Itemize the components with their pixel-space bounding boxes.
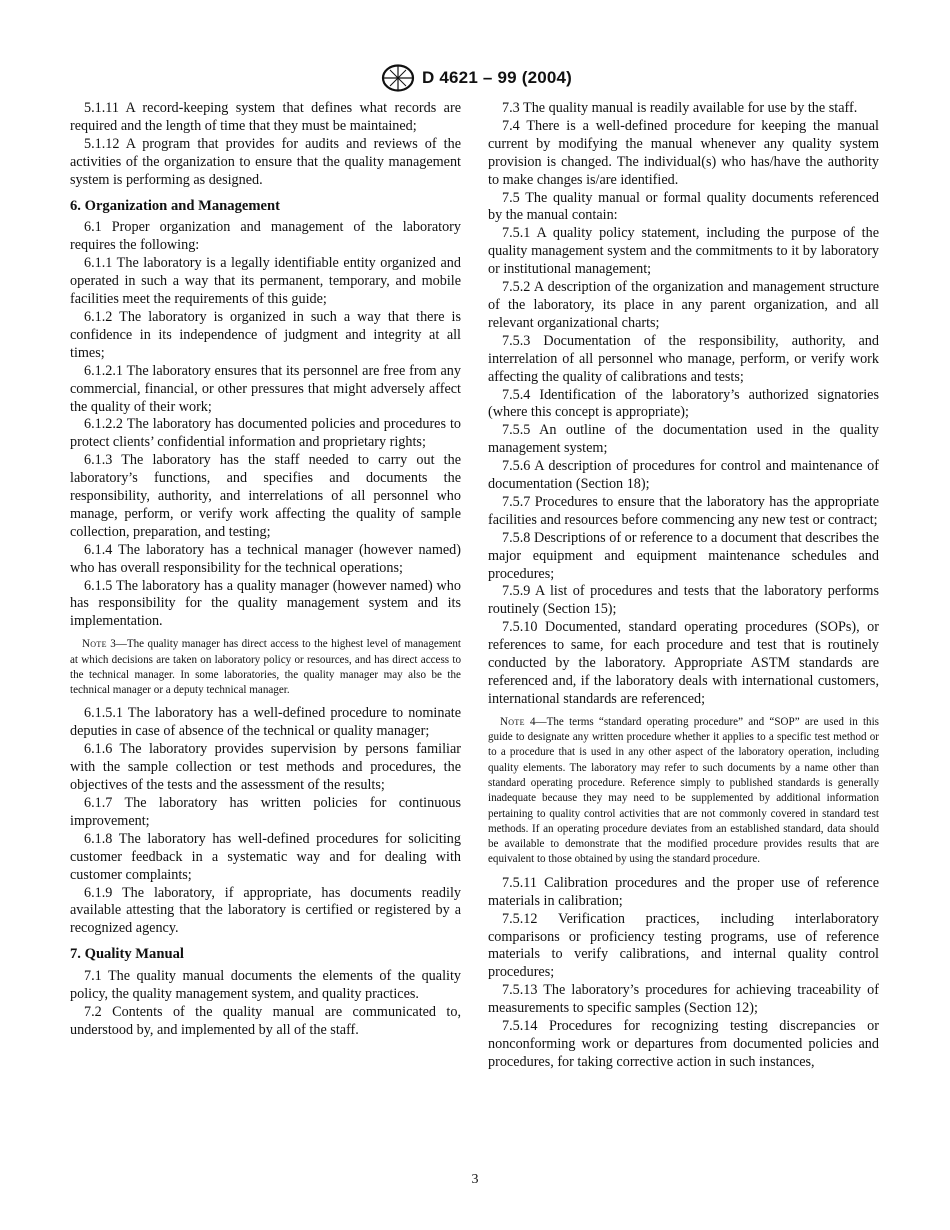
paragraph-7-5-3: 7.5.3 Documentation of the responsibility, authority, and interrelation of all personnel who manage, perform, or verify work affecting the quality of calibrations and tests; <box>488 332 879 385</box>
paragraph-7-5-12: 7.5.12 Verification practices, including interlaboratory comparisons or proficiency testing programs, use of reference materials to verify calibrations, and internal quality control procedures; <box>488 910 879 981</box>
note-4-label: Note <box>500 715 525 728</box>
page-number: 3 <box>471 1172 479 1187</box>
paragraph-7-5-10: 7.5.10 Documented, standard operating procedures (SOPs), or references to same, for each procedure and test that is routinely conducted by the laboratory. Appropriate ASTM standards are referenced and, if the laboratory deals with international customers, international standards are referenced; <box>488 619 879 707</box>
paragraph-6-1-2-1: 6.1.2.1 The laboratory ensures that its personnel are free from any commercial, financial, or other pressures that might adversely affect the quality of their work; <box>70 362 461 415</box>
paragraph-6-1-4: 6.1.4 The laboratory has a technical manager (however named) who has overall responsibility for the technical operations; <box>70 541 461 576</box>
paragraph-6-1-2: 6.1.2 The laboratory is organized in such a way that there is confidence in its independence of judgment and integrity at all times; <box>70 308 461 361</box>
paragraph-6-1-8: 6.1.8 The laboratory has well-defined procedures for soliciting customer feedback in a systematic way and for dealing with customer complaints; <box>70 830 461 883</box>
paragraph-6-1-5: 6.1.5 The laboratory has a quality manager (however named) who has responsibility for the quality management system and its implementation. <box>70 577 461 630</box>
paragraph-7-5-6: 7.5.6 A description of procedures for control and maintenance of documentation (Section 18); <box>488 458 879 493</box>
paragraph-6-1-9: 6.1.9 The laboratory, if appropriate, has documents readily available attesting that the laboratory is certified or registered by a recognized agency. <box>70 884 461 937</box>
section-heading-6: 6. Organization and Management <box>70 197 280 214</box>
paragraph-7-5-13: 7.5.13 The laboratory’s procedures for achieving traceability of measurements to specific samples (Section 12); <box>488 982 879 1017</box>
paragraph-7-1: 7.1 The quality manual documents the elements of the quality policy, the quality management system, and quality practices. <box>70 968 461 1003</box>
paragraph-7-5-14: 7.5.14 Procedures for recognizing testing discrepancies or nonconforming work or departures from documented policies and procedures, for taking corrective action in such instances, <box>488 1018 879 1070</box>
paragraph-6-1: 6.1 Proper organization and management of the laboratory requires the following: <box>70 219 461 254</box>
paragraph-7-5-8: 7.5.8 Descriptions of or reference to a document that describes the major equipment and equipment maintenance schedules and procedures; <box>488 529 879 582</box>
paragraph-5-1-11: 5.1.11 A record-keeping system that defines what records are required and the length of time that they must be maintained; <box>70 100 461 134</box>
note-4 <box>488 715 879 868</box>
note-3 <box>70 637 461 698</box>
paragraph-7-5: 7.5 The quality manual or formal quality documents referenced by the manual contain: <box>488 189 879 224</box>
paragraph-7-5-5: 7.5.5 An outline of the documentation used in the quality management system; <box>488 422 879 457</box>
paragraph-7-5-9: 7.5.9 A list of procedures and tests that the laboratory performs routinely (Section 15); <box>488 583 879 618</box>
paragraph-6-1-2-2: 6.1.2.2 The laboratory has documented policies and procedures to protect clients’ confidential information and proprietary rights; <box>70 416 461 451</box>
note-4-text: 4—The terms “standard operating procedure” and “SOP” are used in this guide to designate any written procedure whether it applies to a specific test method or to a procedure that is used in any other aspect of the laboratory operation, including quality elements. The laboratory may refer to such documents by a name other than standard operating procedure. Reference simply to published standards is generally inadequate because they may need to be supplemented by additional information pertaining to quality control activities that are not commonly covered in standard test methods. If an operating procedure deviates from an established standard, data should be available to demonstrate that the modified procedure provides results that are equivalent to those obtained by using the standard procedure. <box>488 715 879 866</box>
section-heading-7: 7. Quality Manual <box>70 946 184 963</box>
note-3-text: 3—The quality manager has direct access to the highest level of management at which decisions are taken on laboratory policy or resources, and has direct access to the technical manager. In some laboratories, the quality manager may also be the technical manager or a deputy technical manager. <box>70 638 461 697</box>
paragraph-6-1-6: 6.1.6 The laboratory provides supervision by persons familiar with the sample collection or test methods and procedures, the objectives of the tests and the assessment of the results; <box>70 741 461 794</box>
paragraph-6-1-7: 6.1.7 The laboratory has written policies for continuous improvement; <box>70 795 461 829</box>
paragraph-7-5-7: 7.5.7 Procedures to ensure that the laboratory has the appropriate facilities and resources before commencing any new test or contract; <box>488 493 879 528</box>
paragraph-6-1-5-1: 6.1.5.1 The laboratory has a well-defined procedure to nominate deputies in case of absence of the technical or quality manager; <box>70 705 461 740</box>
document-designation: D 4621 – 99 (2004) <box>421 68 573 87</box>
note-3-label: Note <box>82 638 107 651</box>
paragraph-7-5-11: 7.5.11 Calibration procedures and the proper use of reference materials in calibration; <box>488 874 879 909</box>
paragraph-6-1-3: 6.1.3 The laboratory has the staff needed to carry out the laboratory’s functions, and specifies and documents the responsibility, authority, and interrelations of all personnel who manage, perform, or verify work affecting the quality of sample collection, preparation, and testing; <box>70 452 461 540</box>
paragraph-7-4: 7.4 There is a well-defined procedure for keeping the manual current by modifying the manual whenever any quality system provision is changed. The individual(s) who has/have the authority to make changes is/are identified. <box>488 117 879 188</box>
paragraph-7-3: 7.3 The quality manual is readily available for use by the staff. <box>502 100 858 116</box>
left-column <box>70 100 461 1040</box>
right-column <box>488 100 879 1072</box>
paragraph-6-1-1: 6.1.1 The laboratory is a legally identifiable entity organized and operated in such a way that its permanent, temporary, and mobile facilities meet the requirements of this guide; <box>70 255 461 308</box>
paragraph-5-1-12: 5.1.12 A program that provides for audits and reviews of the activities of the organization to ensure that the quality management system is performing as designed. <box>70 135 461 188</box>
astm-logo-icon <box>378 64 418 92</box>
page-header <box>0 64 950 92</box>
paragraph-7-5-2: 7.5.2 A description of the organization and management structure of the laboratory, its place in any parent organization, and all relevant organizational charts; <box>488 279 879 331</box>
paragraph-7-5-1: 7.5.1 A quality policy statement, including the purpose of the quality management system and the commitments to it by laboratory or institutional management; <box>488 225 879 278</box>
paragraph-7-2: 7.2 Contents of the quality manual are communicated to, understood by, and implemented by all of the staff. <box>70 1003 461 1038</box>
paragraph-7-5-4: 7.5.4 Identification of the laboratory’s authorized signatories (where this concept is appropriate); <box>488 386 879 421</box>
